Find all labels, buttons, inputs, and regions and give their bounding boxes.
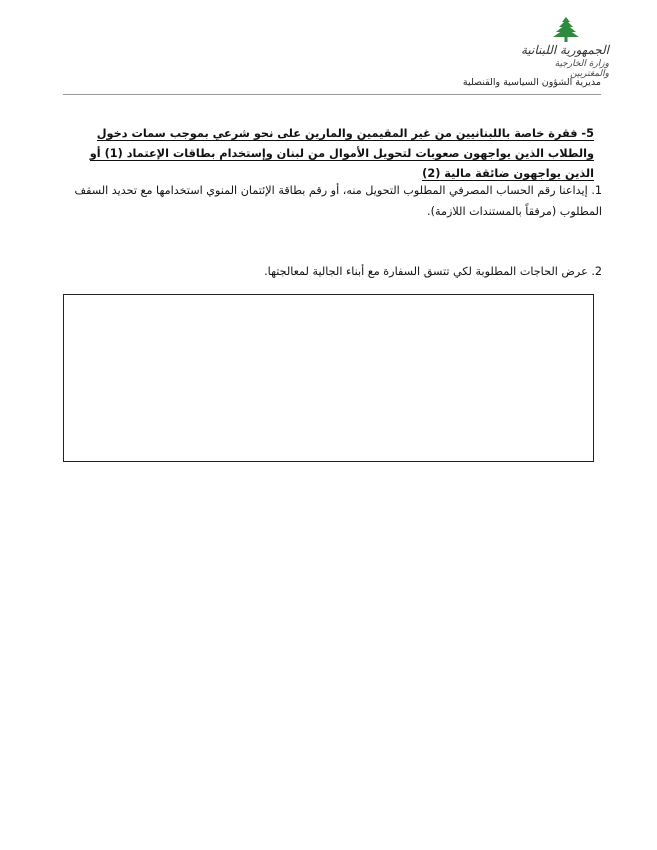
ministry-logo xyxy=(519,16,609,79)
directorate-name: مديرية الشؤون السياسية والقنصلية xyxy=(462,77,601,88)
section-heading xyxy=(64,124,594,184)
section-heading-text: 5- فقرة خاصة باللبنانيين من غير المقيمين والمارين على نحو شرعي بموجب سمات دخول والطلاب الذين يواجهون صعوبات لتحويل الأموال من لبنان وإستخدام بطاقات الإعتماد (1) أو الذين يواجهون ضائقة مالية (2) xyxy=(89,127,594,180)
cedar-icon xyxy=(551,16,581,44)
ministry-name-line2: وزارة الخارجية والمغتربين xyxy=(554,59,609,79)
header-divider xyxy=(63,94,601,95)
list-item-1: 1. إيداعنا رقم الحساب المصرفي المطلوب التحويل منه، أو رقم بطاقة الإئتمان المنوي استخدامها مع تحديد السقف المطلوب (مرفقاً بالمستندات اللازمة). xyxy=(74,184,602,218)
answer-box[interactable] xyxy=(63,294,594,462)
ministry-name-line1: الجمهورية اللبنانية xyxy=(520,43,609,57)
list-item-2: 2. عرض الحاجات المطلوبة لكي تتسق السفارة مع أبناء الجالية لمعالجتها. xyxy=(264,265,602,278)
